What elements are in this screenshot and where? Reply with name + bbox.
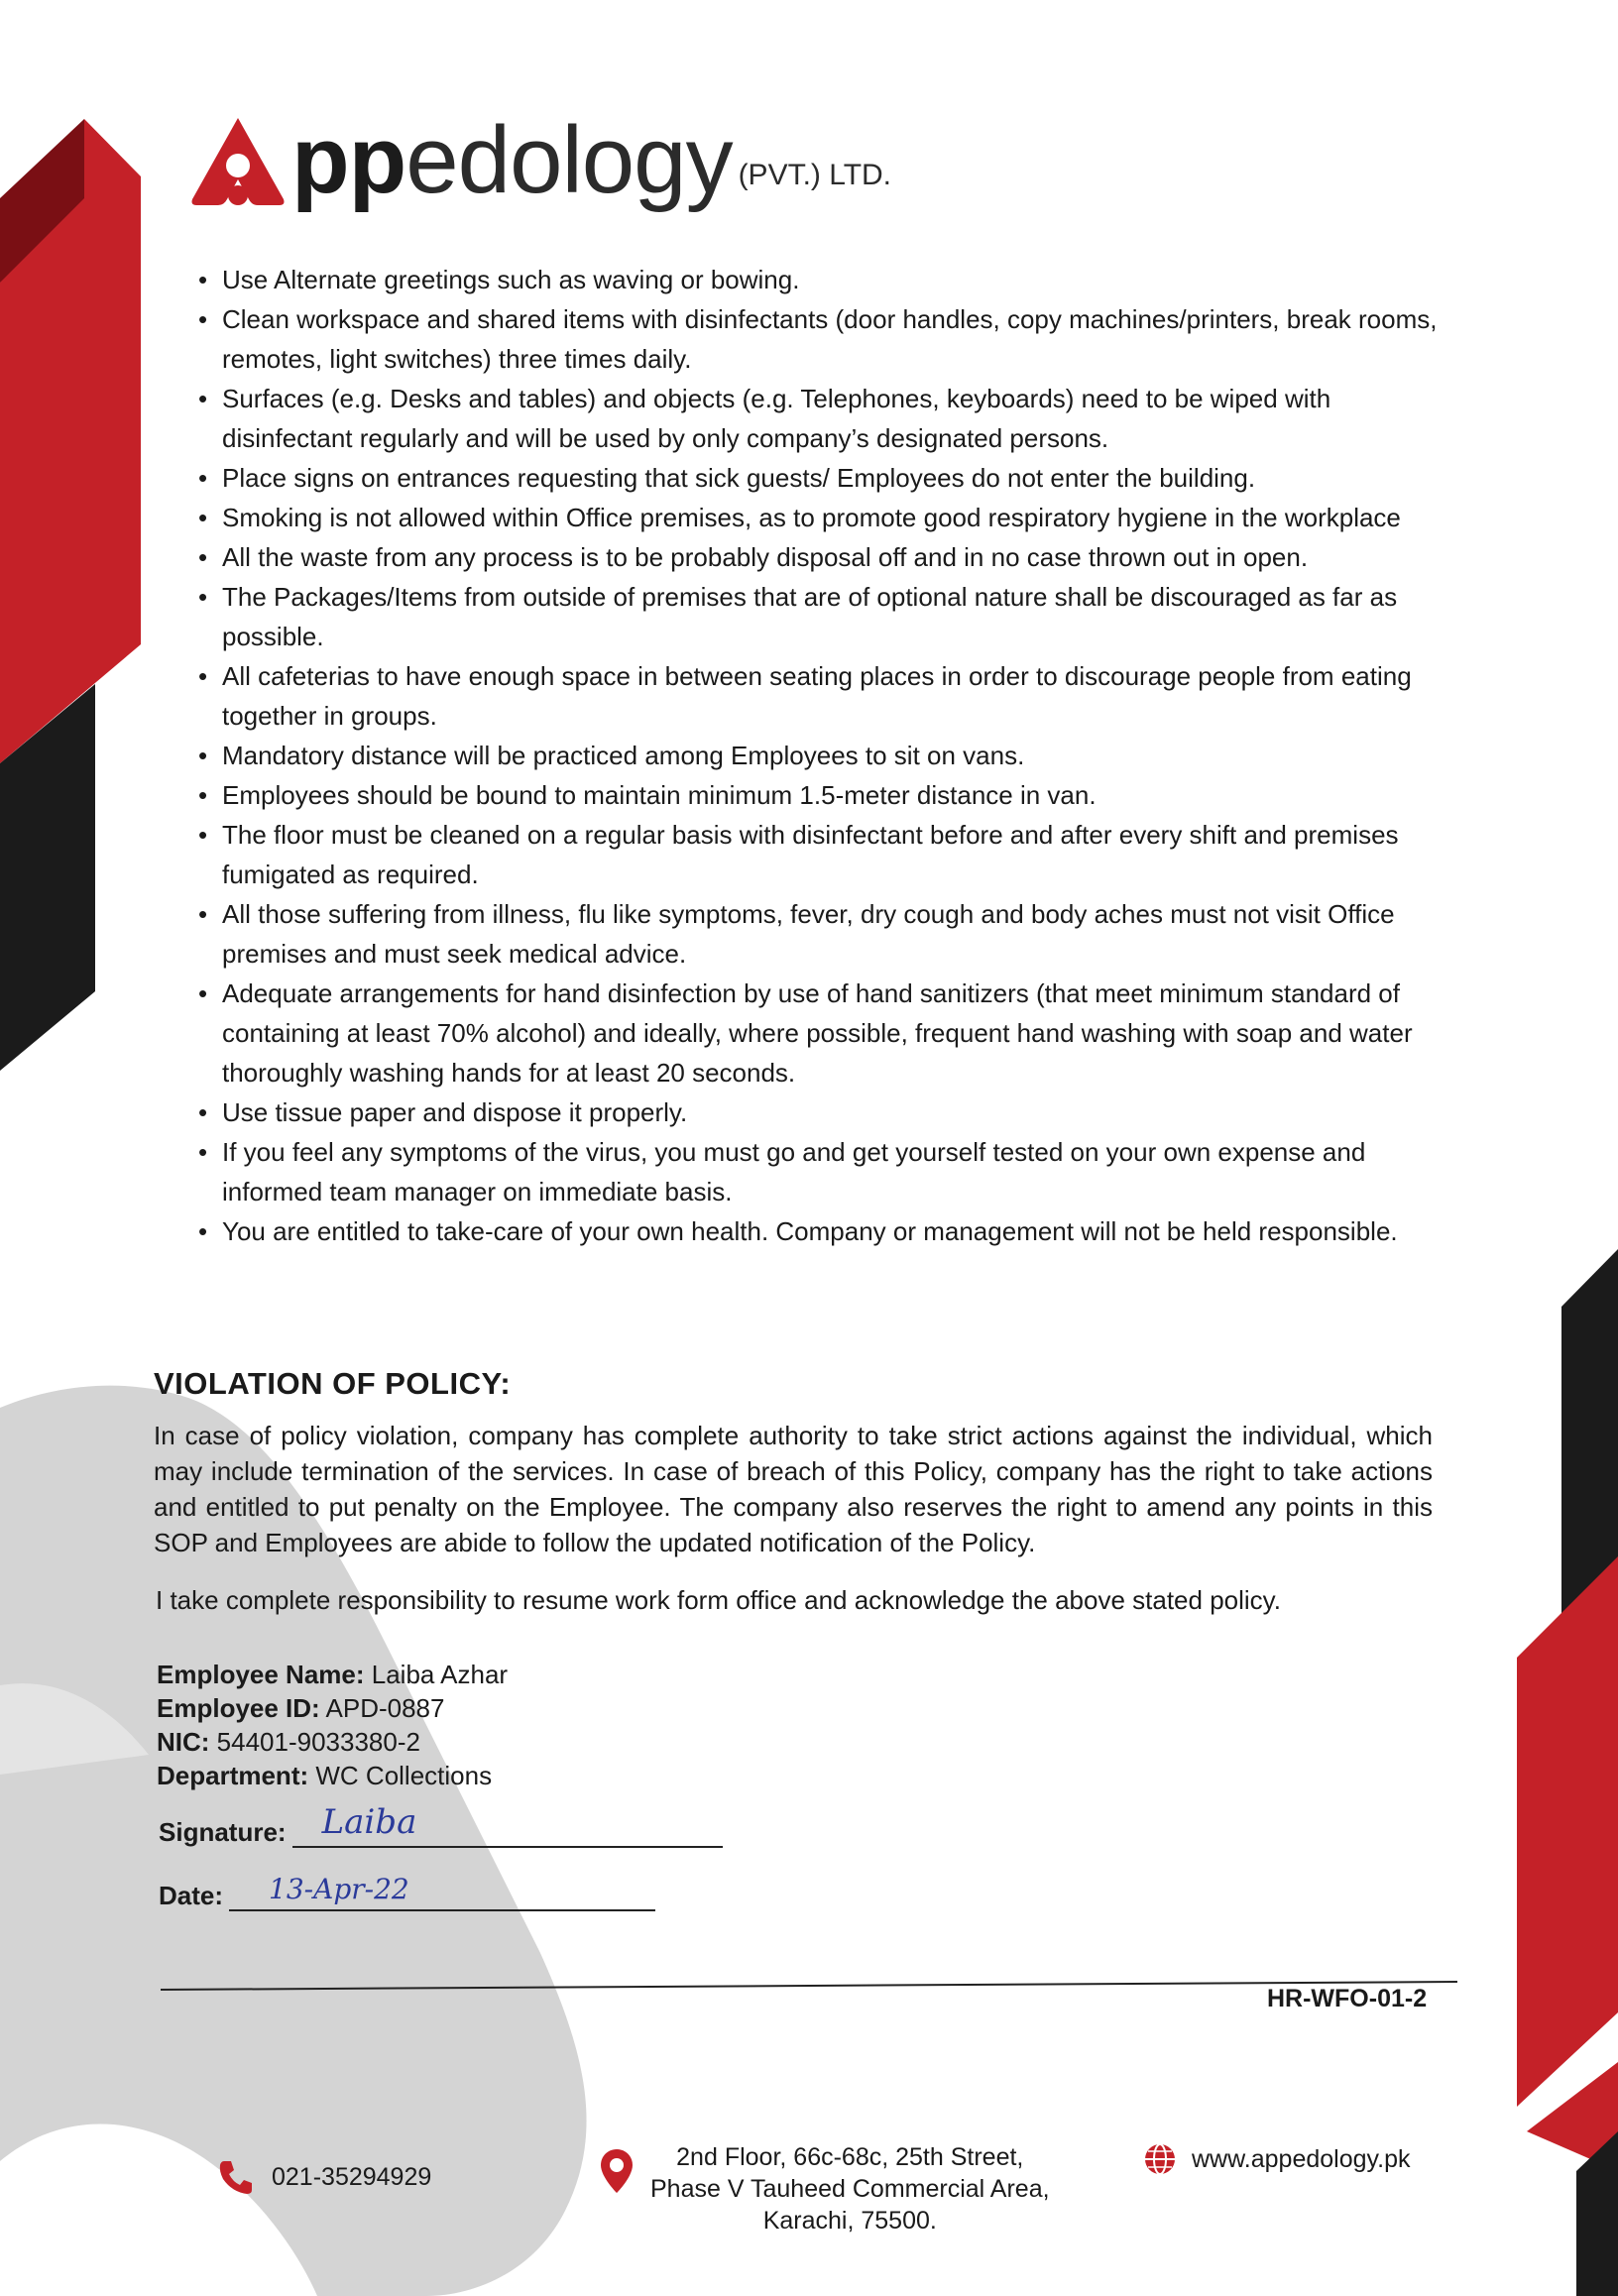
violation-paragraph: In case of policy violation, company has complete authority to take strict actions against the individual, which may include termination of the services. In case of breach of this Policy, company has the right to take actions and entitled to put penalty on the Employee. The company also reserves the right to amend any points in this SOP and Employees are abide to follow the updated notification of the Policy. [154,1421,1433,1557]
footer-address [599,2141,1050,2237]
nic-row [157,1725,508,1759]
signature-line [292,1802,723,1848]
date-handwriting: 13-Apr-22 [269,1873,409,1905]
address-line-3: Karachi, 75500. [762,2207,937,2235]
policy-bullet: • Clean workspace and shared items with disinfectants (door handles, copy machines/printers, break rooms, remotes, light switches) three times daily. [198,299,1438,379]
employee-details [157,1658,508,1792]
policy-bullet: • Surfaces (e.g. Desks and tables) and objects (e.g. Telephones, keyboards) need to be wiped with disinfectant regularly and will be used by only company’s designated persons. [198,379,1438,458]
date-line [229,1873,655,1911]
phone-icon [216,2157,256,2197]
policy-bullet-list [198,260,1438,1251]
document-code: HR-WFO-01-2 [1267,1985,1428,2012]
employee-name-label: Employee Name: [157,1660,365,1689]
company-logo [188,99,892,213]
employee-id-label: Employee ID: [157,1693,320,1723]
address-line-2: Phase V Tauheed Commercial Area, [650,2175,1050,2203]
nic-value: 54401-9033380-2 [216,1727,420,1757]
policy-bullet: • You are entitled to take-care of your own health. Company or management will not be held responsible. [198,1211,1438,1251]
date-row [159,1873,655,1911]
department-value: WC Collections [315,1761,493,1790]
policy-bullet: • Use Alternate greetings such as waving or bowing. [198,260,1438,299]
logo-wordmark [291,107,733,213]
footer-rule [161,1981,1457,1991]
globe-icon [1142,2141,1178,2177]
website-link[interactable]: www.appedology.pk [1192,2144,1411,2173]
policy-bullet: • Mandatory distance will be practiced among Employees to sit on vans. [198,736,1438,775]
policy-bullet: • All the waste from any process is to be probably disposal off and in no case thrown out in open. [198,537,1438,577]
footer-phone [216,2157,431,2197]
policy-bullet: • Smoking is not allowed within Office premises, as to promote good respiratory hygiene in the workplace [198,498,1438,537]
policy-bullet: • If you feel any symptoms of the virus, you must go and get yourself tested on your own expense and informed team manager on immediate basis. [198,1132,1438,1211]
logo-word-rest: edology [405,107,733,213]
employee-name-row [157,1658,508,1691]
date-label: Date: [159,1881,224,1910]
signature-row [159,1802,723,1848]
violation-heading: VIOLATION OF POLICY: [154,1366,512,1401]
address-lines [650,2141,1050,2237]
acknowledgement-text: I take complete responsibility to resume work form office and acknowledge the above stated policy. [156,1585,1281,1615]
policy-bullet: • All those suffering from illness, flu like symptoms, fever, dry cough and body aches must not visit Office premises and must seek medical advice. [198,894,1438,974]
phone-number: 021-35294929 [272,2162,432,2191]
nic-label: NIC: [157,1727,210,1757]
policy-bullet: • The floor must be cleaned on a regular basis with disinfectant before and after every shift and premises fumigated as required. [198,815,1438,894]
employee-name-value: Laiba Azhar [371,1660,509,1689]
signature-label: Signature: [159,1817,287,1847]
policy-bullet: • All cafeterias to have enough space in between seating places in order to discourage people from eating together in groups. [198,656,1438,736]
logo-mark-icon [188,114,288,208]
address-line-1: 2nd Floor, 66c-68c, 25th Street, [676,2143,1024,2171]
employee-id-row [157,1691,508,1725]
department-label: Department: [157,1761,309,1790]
policy-bullet: • Adequate arrangements for hand disinfection by use of hand sanitizers (that meet minimum standard of containing at least 70% alcohol) and ideally, where possible, frequent hand washing with soap and water thoroughly washing hands for at least 20 seconds. [198,974,1438,1092]
department-row [157,1759,508,1792]
employee-id-value: APD-0887 [325,1693,445,1723]
policy-bullet: • The Packages/Items from outside of premises that are of optional nature shall be discouraged as far as possible. [198,577,1438,656]
signature-handwriting: Laiba [321,1802,417,1842]
policy-bullet: • Place signs on entrances requesting that sick guests/ Employees do not enter the building. [198,458,1438,498]
logo-suffix: (PVT.) LTD. [738,159,892,191]
location-pin-icon [599,2147,635,2195]
logo-word-bold: pp [291,107,406,213]
policy-bullet: • Use tissue paper and dispose it properly. [198,1092,1438,1132]
footer-website [1142,2141,1411,2177]
policy-bullet: • Employees should be bound to maintain minimum 1.5-meter distance in van. [198,775,1438,815]
